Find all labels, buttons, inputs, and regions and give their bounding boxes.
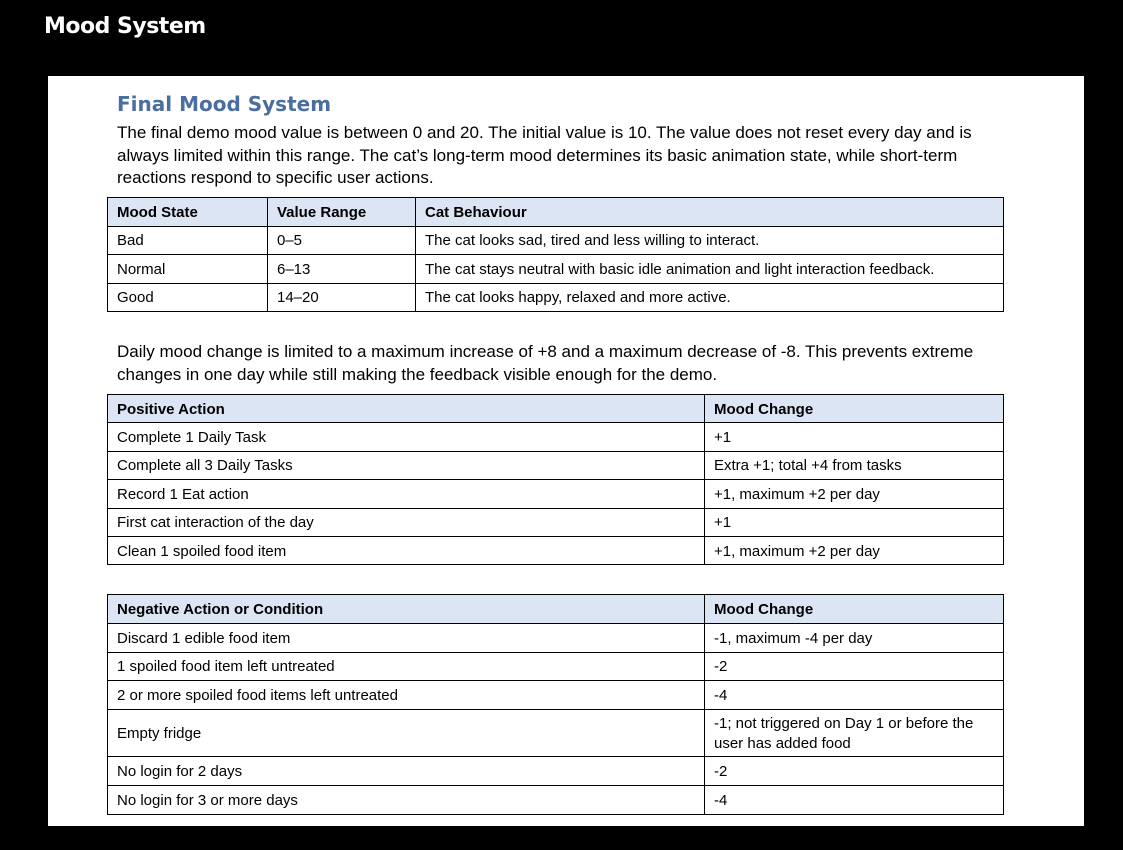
table-row xyxy=(108,451,1004,479)
mood-change-cell: Extra +1; total +4 from tasks xyxy=(705,451,1004,479)
column-header: Mood Change xyxy=(705,595,1004,624)
positive-action-table xyxy=(107,394,1004,565)
mood-change-cell: +1, maximum +2 per day xyxy=(705,536,1004,564)
mood-change-cell: -2 xyxy=(705,652,1004,681)
action-cell: First cat interaction of the day xyxy=(108,508,705,536)
action-cell: Clean 1 spoiled food item xyxy=(108,536,705,564)
condition-cell: Empty fridge xyxy=(108,710,705,757)
document-page xyxy=(48,76,1084,826)
cat-behaviour-cell: The cat looks sad, tired and less willing to interact. xyxy=(416,226,1004,255)
cat-behaviour-cell: The cat stays neutral with basic idle animation and light interaction feedback. xyxy=(416,255,1004,284)
table-row xyxy=(108,757,1004,786)
condition-cell: Discard 1 edible food item xyxy=(108,623,705,652)
mood-change-cell: +1, maximum +2 per day xyxy=(705,480,1004,508)
mood-change-cell: -4 xyxy=(705,681,1004,710)
table-row xyxy=(108,785,1004,814)
table-row xyxy=(108,255,1004,284)
cat-behaviour-cell: The cat looks happy, relaxed and more active. xyxy=(416,283,1004,312)
column-header: Mood Change xyxy=(705,395,1004,423)
column-header: Mood State xyxy=(108,198,268,227)
mood-change-cell: -1; not triggered on Day 1 or before the user has added food xyxy=(705,710,1004,757)
table-row xyxy=(108,423,1004,451)
table-header-row xyxy=(108,395,1004,423)
daily-limit-paragraph: Daily mood change is limited to a maximum increase of +8 and a maximum decrease of -8. This prevents extreme changes in one day while still making the feedback visible enough for the demo. xyxy=(117,342,974,384)
column-header: Cat Behaviour xyxy=(416,198,1004,227)
intro-paragraph: The final demo mood value is between 0 and 20. The initial value is 10. The value does not reset every day and is always limited within this range. The cat’s long-term mood determines its basic animation state, while short-term reactions respond to specific user actions. xyxy=(117,123,972,187)
action-cell: Complete 1 Daily Task xyxy=(108,423,705,451)
mood-state-table xyxy=(107,197,1004,312)
page-title: Mood System xyxy=(44,14,206,39)
table-row xyxy=(108,681,1004,710)
table-row xyxy=(108,226,1004,255)
section-title: Final Mood System xyxy=(117,92,332,116)
table-row xyxy=(108,480,1004,508)
mood-change-cell: -4 xyxy=(705,785,1004,814)
negative-action-table xyxy=(107,594,1004,815)
mood-change-cell: -1, maximum -4 per day xyxy=(705,623,1004,652)
table-header-row xyxy=(108,198,1004,227)
table-row xyxy=(108,710,1004,757)
condition-cell: 2 or more spoiled food items left untreated xyxy=(108,681,705,710)
mood-change-cell: -2 xyxy=(705,757,1004,786)
value-range-cell: 0–5 xyxy=(268,226,416,255)
action-cell: Complete all 3 Daily Tasks xyxy=(108,451,705,479)
column-header: Value Range xyxy=(268,198,416,227)
table-header-row xyxy=(108,595,1004,624)
table-row xyxy=(108,283,1004,312)
value-range-cell: 6–13 xyxy=(268,255,416,284)
column-header: Positive Action xyxy=(108,395,705,423)
table-row xyxy=(108,508,1004,536)
action-cell: Record 1 Eat action xyxy=(108,480,705,508)
condition-cell: No login for 2 days xyxy=(108,757,705,786)
value-range-cell: 14–20 xyxy=(268,283,416,312)
condition-cell: 1 spoiled food item left untreated xyxy=(108,652,705,681)
mood-state-cell: Normal xyxy=(108,255,268,284)
mood-change-cell: +1 xyxy=(705,423,1004,451)
mood-state-cell: Bad xyxy=(108,226,268,255)
table-row xyxy=(108,536,1004,564)
column-header: Negative Action or Condition xyxy=(108,595,705,624)
table-row xyxy=(108,623,1004,652)
mood-state-cell: Good xyxy=(108,283,268,312)
mood-change-cell: +1 xyxy=(705,508,1004,536)
condition-cell: No login for 3 or more days xyxy=(108,785,705,814)
table-row xyxy=(108,652,1004,681)
